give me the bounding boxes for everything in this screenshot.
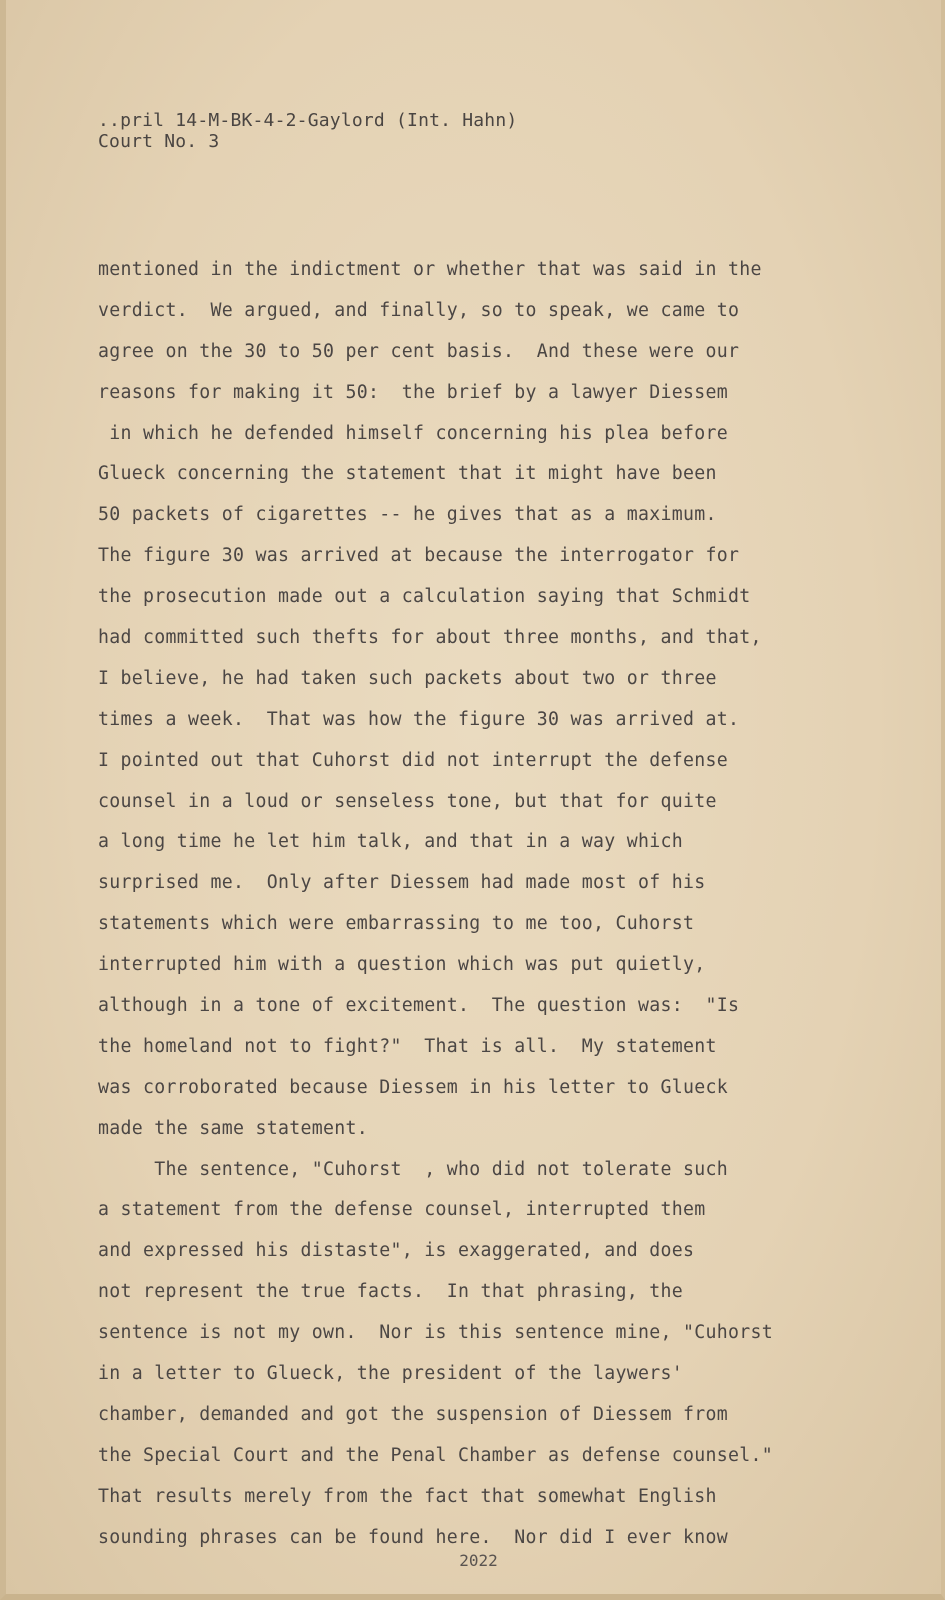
text-line: had committed such thefts for about three months, and that,: [98, 627, 762, 649]
text-line: a long time he let him talk, and that in a way which: [98, 831, 683, 853]
text-line: 50 packets of cigarettes -- he gives that as a maximum.: [98, 504, 717, 526]
text-line: the Special Court and the Penal Chamber as defense counsel.": [98, 1444, 773, 1466]
text-line: a statement from the defense counsel, interrupted them: [98, 1199, 706, 1221]
header-court-line: Court No. 3: [98, 131, 220, 152]
text-line: I believe, he had taken such packets about two or three: [98, 667, 717, 689]
text-line: not represent the true facts. In that phrasing, the: [98, 1281, 683, 1303]
text-line: counsel in a loud or senseless tone, but that for quite: [98, 790, 717, 812]
text-line: That results merely from the fact that somewhat English: [98, 1485, 717, 1507]
text-line: reasons for making it 50: the brief by a lawyer Diessem: [98, 381, 728, 403]
text-line: chamber, demanded and got the suspension of Diessem from: [98, 1403, 728, 1425]
text-line: although in a tone of excitement. The question was: "Is: [98, 995, 740, 1017]
text-line: the prosecution made out a calculation saying that Schmidt: [98, 586, 751, 608]
text-line: made the same statement.: [98, 1117, 368, 1139]
document-header: [98, 110, 517, 152]
text-line: surprised me. Only after Diessem had made most of his: [98, 872, 706, 894]
page-number: 2022: [459, 1551, 498, 1570]
body-text: [98, 250, 878, 1559]
text-line: statements which were embarrassing to me too, Cuhorst: [98, 913, 695, 935]
text-line: The sentence, "Cuhorst , who did not tolerate such: [98, 1158, 728, 1180]
text-line: times a week. That was how the figure 30 was arrived at.: [98, 708, 740, 730]
text-line: sounding phrases can be found here. Nor did I ever know: [98, 1526, 728, 1548]
text-line: mentioned in the indictment or whether that was said in the: [98, 259, 762, 280]
header-reference-line: ..pril 14-M-BK-4-2-Gaylord (Int. Hahn): [98, 110, 518, 131]
text-line: the homeland not to fight?" That is all. My statement: [98, 1035, 717, 1057]
text-line: in a letter to Glueck, the president of the laywers': [98, 1363, 683, 1385]
text-line: The figure 30 was arrived at because the interrogator for: [98, 545, 740, 567]
text-line: and expressed his distaste", is exaggerated, and does: [98, 1240, 695, 1262]
text-line: interrupted him with a question which was put quietly,: [98, 954, 706, 976]
text-line: agree on the 30 to 50 per cent basis. And these were our: [98, 340, 740, 362]
text-line: was corroborated because Diessem in his letter to Glueck: [98, 1076, 728, 1098]
text-line: I pointed out that Cuhorst did not interrupt the defense: [98, 749, 728, 771]
text-line: sentence is not my own. Nor is this sentence mine, "Cuhorst: [98, 1322, 773, 1344]
text-line: verdict. We argued, and finally, so to speak, we came to: [98, 299, 740, 321]
text-line: in which he defended himself concerning his plea before: [98, 422, 728, 444]
text-line: Glueck concerning the statement that it might have been: [98, 463, 717, 485]
